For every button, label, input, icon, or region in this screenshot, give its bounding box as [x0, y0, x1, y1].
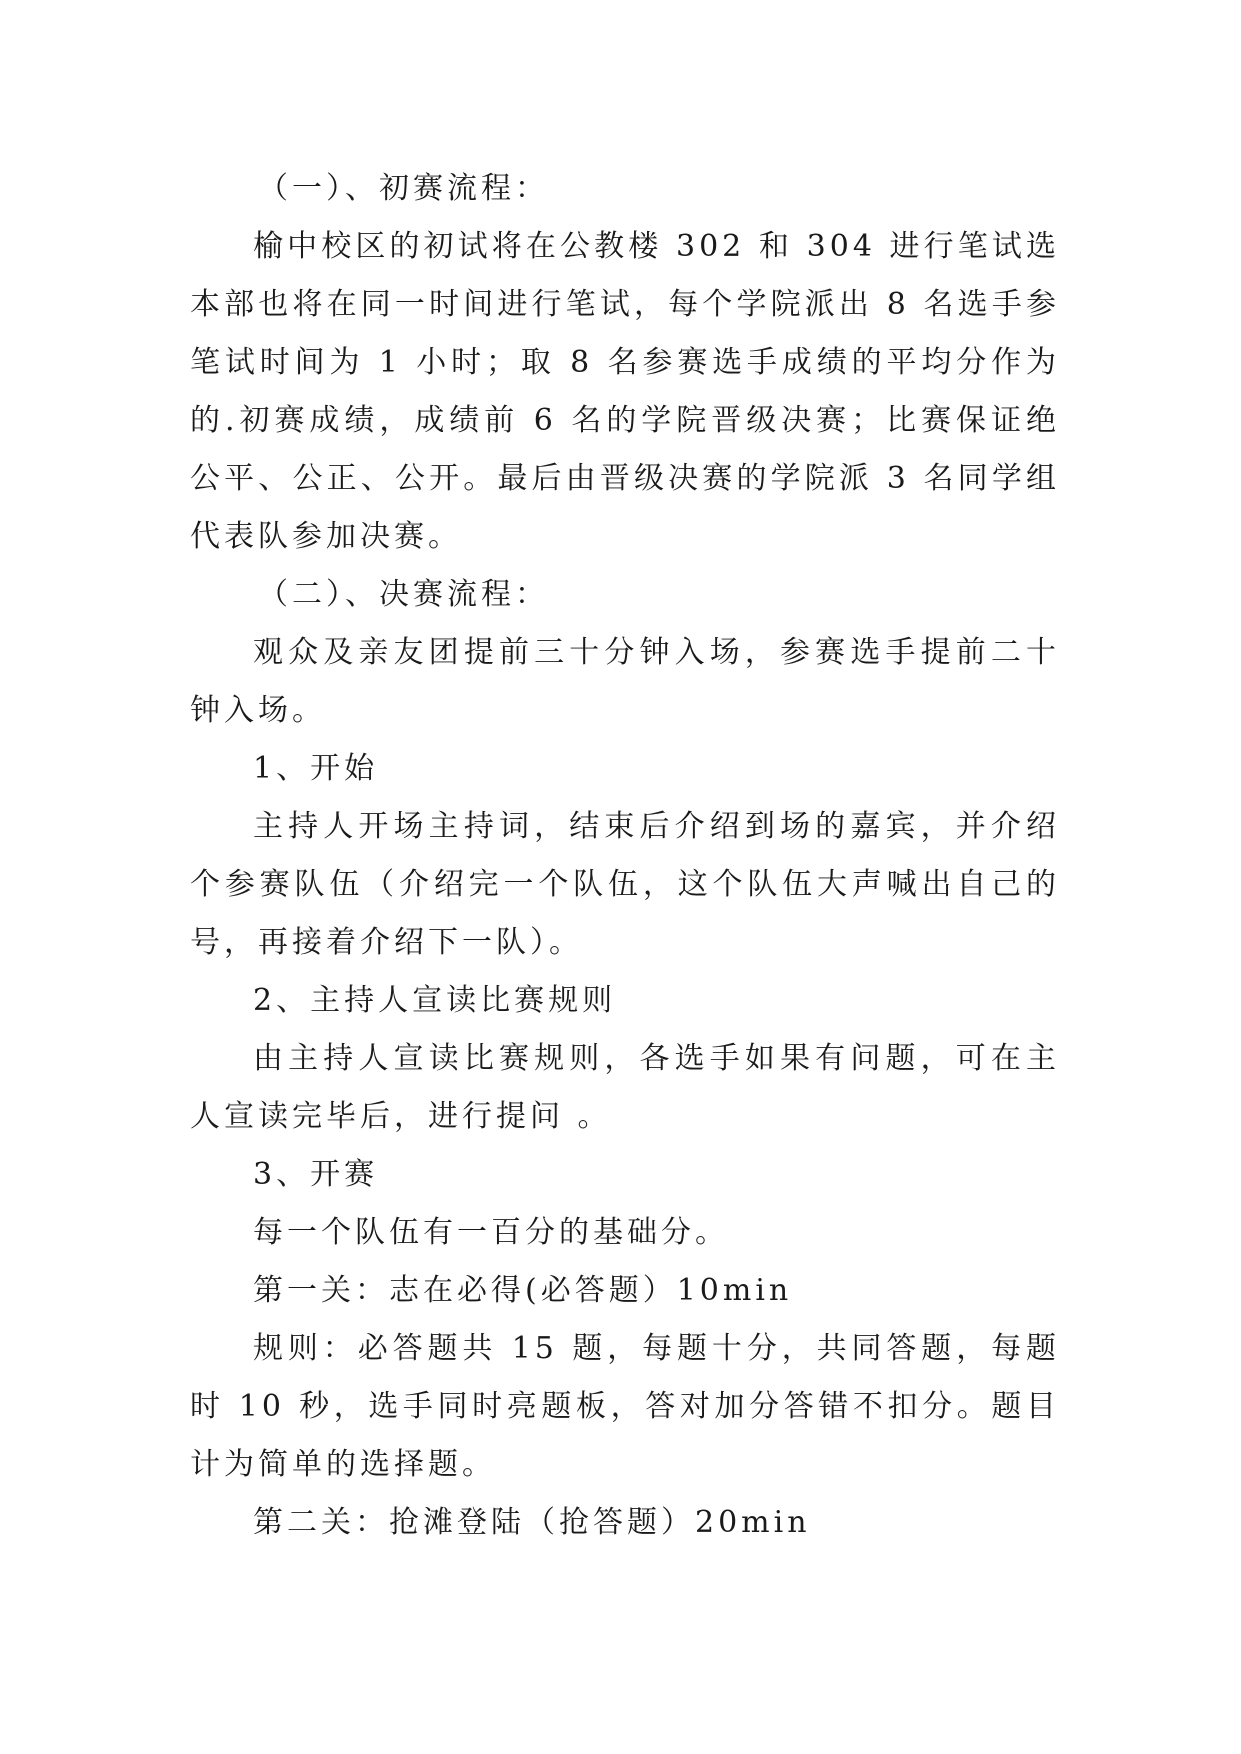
paragraph-line: 时 10 秒，选手同时亮题板，答对加分答错不扣分。题目 [190, 1389, 1060, 1424]
round-two-heading: 第二关：抢滩登陆（抢答题）20min [253, 1505, 811, 1540]
step-heading-start: 1、开始 [253, 751, 379, 786]
paragraph-line: 主持人开场主持词，结束后介绍到场的嘉宾，并介绍 [253, 809, 1060, 844]
paragraph-line: 由主持人宣读比赛规则，各选手如果有问题，可在主 [253, 1041, 1060, 1076]
paragraph-line: 规则：必答题共 15 题，每题十分，共同答题，每题 [253, 1331, 1060, 1366]
paragraph-line: 公平、公正、公开。最后由晋级决赛的学院派 3 名同学组 [190, 461, 1060, 496]
step-heading-match: 3、开赛 [253, 1157, 379, 1192]
round-one-heading: 第一关：志在必得(必答题）10min [253, 1273, 793, 1308]
paragraph-line: 钟入场。 [190, 693, 326, 728]
step-heading-rules: 2、主持人宣读比赛规则 [253, 983, 617, 1018]
paragraph-line: 计为简单的选择题。 [190, 1447, 496, 1482]
section-heading-final: （二）、决赛流程： [258, 577, 549, 612]
paragraph-line: 号，再接着介绍下一队）。 [190, 925, 583, 960]
document-body [190, 160, 1060, 1552]
paragraph-line: 每一个队伍有一百分的基础分。 [253, 1215, 729, 1250]
section-heading-preliminary: （一）、初赛流程： [258, 171, 549, 206]
paragraph-line: 人宣读完毕后，进行提问 。 [190, 1099, 612, 1134]
paragraph-line: 观众及亲友团提前三十分钟入场，参赛选手提前二十 [253, 635, 1060, 670]
paragraph-line: 代表队参加决赛。 [190, 519, 462, 554]
paragraph-line: 个参赛队伍（介绍完一个队伍，这个队伍大声喊出自己的 [190, 867, 1060, 902]
paragraph-line: 的.初赛成绩，成绩前 6 名的学院晋级决赛；比赛保证绝 [190, 403, 1060, 438]
paragraph-line: 笔试时间为 1 小时；取 8 名参赛选手成绩的平均分作为 [190, 345, 1060, 380]
paragraph-line: 榆中校区的初试将在公教楼 302 和 304 进行笔试选 [253, 229, 1060, 264]
paragraph-line: 本部也将在同一时间进行笔试，每个学院派出 8 名选手参 [190, 287, 1060, 322]
